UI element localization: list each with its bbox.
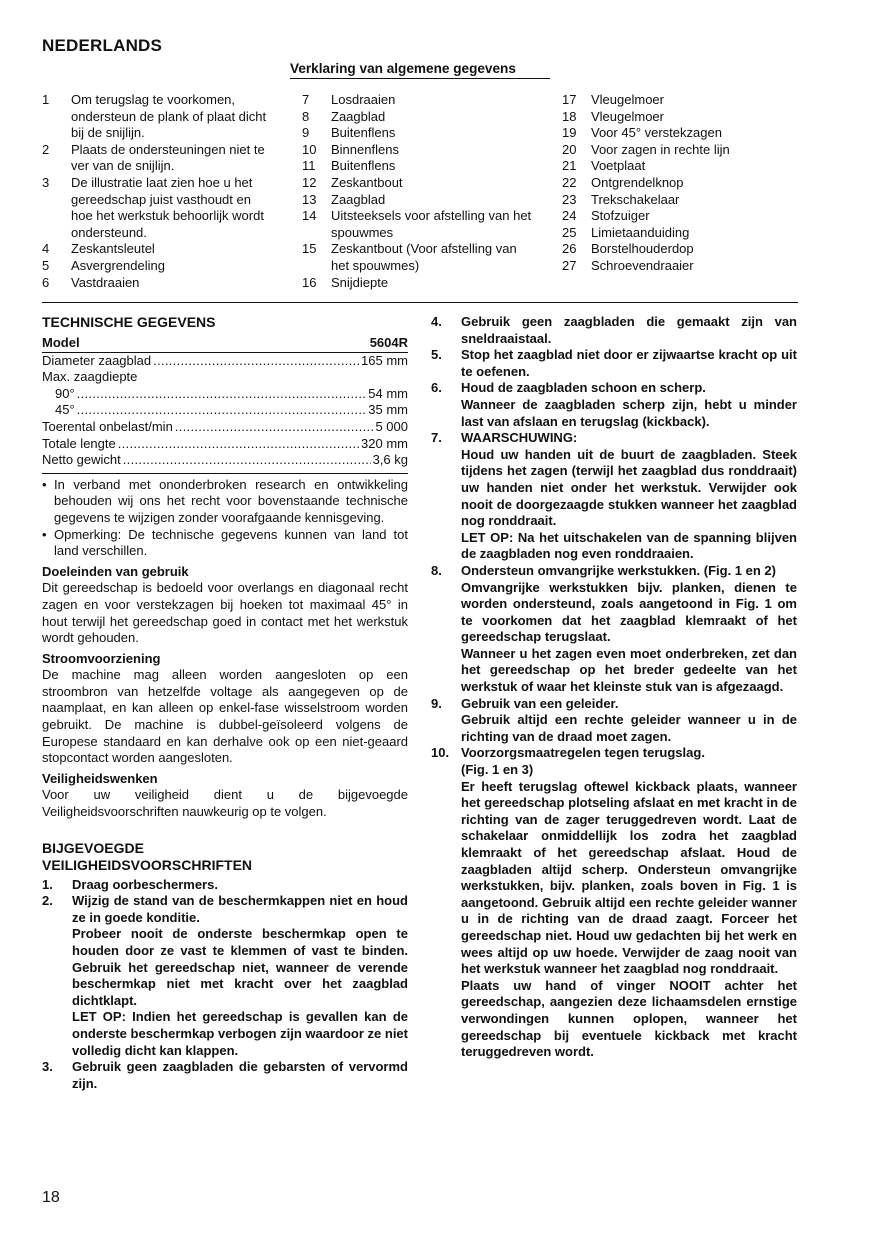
legend-item-text: Zeskantbout (Voor afstelling van het spouwmes) <box>331 241 517 273</box>
legend-item-number: 2 <box>42 141 50 157</box>
spec-depth-45: 45° ..... 35 mm <box>42 402 408 419</box>
left-column <box>42 314 408 1092</box>
legend-item <box>562 225 798 242</box>
legend-item <box>302 92 538 109</box>
legend-item-text: Schroevendraaier <box>591 257 694 273</box>
spec-depth-label: Max. zaagdiepte <box>42 369 138 385</box>
safety-rule <box>42 1059 408 1092</box>
safety-rule-number: 2. <box>42 893 53 909</box>
spec-depth-90: 90° ..... 54 mm <box>42 386 408 403</box>
legend-item-text: Voor zagen in rechte lijn <box>591 141 730 157</box>
legend-item-number: 22 <box>562 174 577 190</box>
safety-rule-text: Wijzig de stand van de beschermkappen niet en houd ze in goede konditie. Probeer nooit de onderste beschermkap open te houden door ze vast te klemmen of vast te binden. Gebruik het gereedschap niet, wanneer de verende beschermkap niet met kracht over het zaagblad dichtklapt. LET OP: Indien het gereedschap is gevallen kan de onderste beschermkap verbogen zijn waardoor ze niet volledig dicht kan klappen. <box>72 893 408 1058</box>
declaration-title: Verklaring van algemene gegevens <box>290 61 516 76</box>
model-label: Model <box>42 335 80 350</box>
legend-item-text: Borstelhouderdop <box>591 241 694 257</box>
legend-item-text: Zaagblad <box>331 108 386 124</box>
legend-item <box>302 175 538 192</box>
safety-rule <box>431 745 797 1060</box>
legend-column-3 <box>562 92 798 275</box>
spec-length: Totale lengte ..... 320 mm <box>42 436 408 453</box>
safety-rule <box>42 877 408 894</box>
legend-item <box>562 258 798 275</box>
spec-note: • Opmerking: De technische gegevens kunnen van land tot land verschillen. <box>42 526 408 559</box>
right-column <box>431 314 797 1061</box>
safety-rule-text: Gebruik geen zaagbladen die gemaakt zijn van sneldraaistaal. <box>461 314 797 346</box>
safety-rule-text: Draag oorbeschermers. <box>72 876 218 892</box>
legend-item <box>302 241 538 274</box>
safety-rule-text: Gebruik van een geleider. Gebruik altijd een rechte geleider wanneer u in de richting van de draad moet zagen. <box>461 695 797 744</box>
specs-model-row <box>42 335 408 353</box>
safety-rule-number: 1. <box>42 876 53 892</box>
specs-bottom-rule <box>42 473 408 474</box>
safety-rule-text: Stop het zaagblad niet door er zijwaartse kracht op uit te oefenen. <box>461 347 797 379</box>
legend-item <box>562 142 798 159</box>
safety-tips-title: Veiligheidswenken <box>42 770 158 786</box>
safety-tips-text: Voor uw veiligheid dient u de bijgevoegde Veiligheidsvoorschriften nauwkeurig op te volgen. <box>42 787 408 820</box>
legend-item <box>562 92 798 109</box>
safety-rule <box>431 380 797 430</box>
legend-item <box>302 125 538 142</box>
specs-title: TECHNISCHE GEGEVENS <box>42 314 216 330</box>
legend-item-number: 20 <box>562 141 577 157</box>
legend-item <box>302 192 538 209</box>
legend-item <box>562 208 798 225</box>
safety-rule-number: 4. <box>431 314 442 329</box>
legend-item-text: Uitsteeksels voor afstelling van het spouwmes <box>331 208 532 240</box>
legend-item <box>302 275 538 292</box>
language-heading: NEDERLANDS <box>42 36 163 55</box>
legend-item-number: 4 <box>42 241 50 257</box>
legend-item-number: 6 <box>42 274 50 290</box>
legend-item <box>42 275 274 292</box>
rules-list-left <box>42 877 408 1093</box>
legend-column-2 <box>302 92 538 291</box>
safety-rule-number: 10. <box>431 745 450 761</box>
legend-item-text: Trekschakelaar <box>591 191 680 207</box>
legend-item-number: 3 <box>42 174 50 190</box>
legend-item-number: 21 <box>562 158 577 174</box>
use-text: Dit gereedschap is bedoeld voor overlangs en diagonaal recht zagen en voor verstekzagen bij hoeken tot maximaal 45° in hout terwijl het gereedschap goed in contact met het werkstuk wordt gehouden. <box>42 580 408 646</box>
spec-weight: Netto gewicht ..... 3,6 kg <box>42 452 408 469</box>
safety-rule-number: 6. <box>431 380 442 396</box>
safety-rule <box>431 347 797 380</box>
legend-item <box>302 208 538 241</box>
declaration-underline <box>290 78 550 79</box>
safety-rule-text: Gebruik geen zaagbladen die gebarsten of vervormd zijn. <box>72 1059 408 1091</box>
legend-item-text: Ontgrendelknop <box>591 174 684 190</box>
safety-rule <box>431 430 797 563</box>
safety-rule <box>431 314 797 347</box>
legend-item-number: 1 <box>42 92 50 107</box>
legend-item-text: Asvergrendeling <box>71 257 165 273</box>
legend-item-number: 26 <box>562 241 577 257</box>
safety-rule <box>431 696 797 746</box>
legend-item <box>42 92 274 142</box>
safety-rule-text: Voorzorgsmaatregelen tegen terugslag. (Fig. 1 en 3) Er heeft terugslag oftewel kickback plaats, wanneer het gereedschap plotseling afslaat en met kracht in de richting van de zager teruggedreven wordt. Laat de schakelaar onmiddellijk los zodra het zaagblad klemraakt of het gereedschap afslaat. Houd de zaagbladen altijd scherp. Ondersteun omvangrijke werkstukken, bijv. planken, zoals boven in Fig. 1 is aangetoond. Gebruik altijd een rechte geleider wanner u in de richting van de draad zaagt. Forceer het gereedschap niet. Houd uw gedachten bij het werk en wees altijd op uw hoede. Verwijder de zaag nooit van het werkstuk wanneer het zaagblad nog ronddraait. Plaats uw hand of vinger NOOIT achter het gereedschap, aangezien deze lichaamsdelen ernstige verwondingen kunnen oplopen, wanneer het gereedschap bij eventuele kickback met kracht teruggedreven wordt. <box>461 745 797 1060</box>
legend-item-text: Vleugelmoer <box>591 92 664 107</box>
legend-item-text: Limietaanduiding <box>591 224 690 240</box>
legend-item-number: 15 <box>302 241 317 257</box>
legend-item-number: 9 <box>302 125 310 141</box>
legend-item-number: 24 <box>562 208 577 224</box>
section-divider <box>42 302 798 303</box>
spec-note: • In verband met ononderbroken research en ontwikkeling behouden wij ons het recht voor bovenstaande technische gegevens te wijzigen zonder voorafgaande kennisgeving. <box>42 476 408 525</box>
legend-item <box>562 241 798 258</box>
legend-item-number: 8 <box>302 108 310 124</box>
safety-rule-number: 9. <box>431 695 442 711</box>
legend-item-number: 12 <box>302 174 317 190</box>
page-number: 18 <box>42 1189 60 1206</box>
legend-item-number: 18 <box>562 108 577 124</box>
legend-item-number: 7 <box>302 92 310 107</box>
safety-rule-number: 8. <box>431 562 442 578</box>
legend-item-text: Zaagblad <box>331 191 386 207</box>
legend-item-text: Stofzuiger <box>591 208 650 224</box>
spec-diameter: Diameter zaagblad ..... 165 mm <box>42 353 408 370</box>
legend-item-number: 13 <box>302 191 317 207</box>
legend-item-text: Binnenflens <box>331 141 399 157</box>
legend-item-number: 5 <box>42 257 50 273</box>
legend-item-number: 27 <box>562 257 577 273</box>
rules-title: BIJGEVOEGDE VEILIGHEIDSVOORSCHRIFTEN <box>42 839 253 873</box>
legend-item <box>562 192 798 209</box>
legend-item-text: Voor 45° verstekzagen <box>591 125 722 141</box>
legend-item-number: 25 <box>562 224 577 240</box>
model-value: 5604R <box>369 335 408 350</box>
legend-item <box>562 158 798 175</box>
legend-item <box>42 258 274 275</box>
legend-item <box>302 158 538 175</box>
legend-item-number: 10 <box>302 141 317 157</box>
legend-item <box>562 175 798 192</box>
rules-list-right <box>431 314 797 1061</box>
legend-item-number: 19 <box>562 125 577 141</box>
legend-item-text: Plaats de ondersteuningen niet te ver van de snijlijn. <box>71 141 265 174</box>
legend-item <box>562 109 798 126</box>
legend-item-number: 11 <box>302 158 316 174</box>
legend-item-text: Buitenflens <box>331 125 396 141</box>
legend-column-1 <box>42 92 274 291</box>
safety-rule-text: WAARSCHUWING: Houd uw handen uit de buurt de zaagbladen. Steek tijdens het zagen (terwijl het zaagblad dus ronddraait) uw handen niet onder het werkstuk. Verwijder ook nooit de doorgezaagde stukken wanneer het zaagblad nog ronddraait. LET OP: Na het uitschakelen van de spanning blijven de zaagbladen nog even ronddraaien. <box>461 430 797 562</box>
legend-item-text: Vastdraaien <box>71 274 140 290</box>
legend-item-text: Zeskantbout <box>331 174 403 190</box>
legend-item <box>42 241 274 258</box>
legend-item <box>42 142 274 175</box>
safety-rule-number: 3. <box>42 1059 53 1075</box>
legend-item-text: Om terugslag te voorkomen, ondersteun de plank of plaat dicht bij de snijlijn. <box>71 92 267 141</box>
use-title: Doeleinden van gebruik <box>42 563 189 579</box>
legend-item-text: Snijdiepte <box>331 274 389 290</box>
legend-item <box>562 125 798 142</box>
legend-item-number: 14 <box>302 208 317 224</box>
safety-rule-number: 5. <box>431 347 442 363</box>
power-title: Stroomvoorziening <box>42 650 161 666</box>
safety-rule-text: Ondersteun omvangrijke werkstukken. (Fig. 1 en 2) Omvangrijke werkstukken bijv. planken, dienen te worden ondersteund, zoals aangetoond in Fig. 1 om te voorkomen dat het zaagblad klemraakt of het gereedschap terugslaat. Wanneer u het zagen even moet onderbreken, zet dan het gereedschap op het breder gedeelte van het werkstuk of waar het kleinste stuk van is afgezaagd. <box>461 562 797 695</box>
legend-item-number: 16 <box>302 274 317 290</box>
safety-rule <box>42 893 408 1059</box>
legend-item-text: Losdraaien <box>331 92 396 107</box>
safety-rule <box>431 563 797 696</box>
legend-item-number: 17 <box>562 92 577 107</box>
legend-item-number: 23 <box>562 191 577 207</box>
legend-item-text: Vleugelmoer <box>591 108 664 124</box>
legend-item-text: Buitenflens <box>331 158 396 174</box>
spec-speed: Toerental onbelast/min ..... 5 000 <box>42 419 408 436</box>
legend-item <box>302 109 538 126</box>
legend-item-text: Zeskantsleutel <box>71 241 155 257</box>
safety-rule-text: Houd de zaagbladen schoon en scherp. Wanneer de zaagbladen scherp zijn, hebt u minder last van afslaan en terugslag (kickback). <box>461 380 797 429</box>
legend-item-text: De illustratie laat zien hoe u het gereedschap juist vasthoudt en hoe het werkstuk behoorlijk wordt ondersteund. <box>71 174 264 240</box>
legend-item-text: Voetplaat <box>591 158 646 174</box>
legend-item <box>42 175 274 241</box>
safety-rule-number: 7. <box>431 430 442 446</box>
power-text: De machine mag alleen worden aangesloten op een stroombron van hetzelfde voltage als aangegeven op de naamplaat, en kan alleen op enkel-fase wisselstroom worden gebruikt. De machine is dubbel-geïsoleerd volgens de Europese standaard en kan derhalve ook op een niet-geaard stopcontact worden aangesloten. <box>42 667 408 766</box>
legend-item <box>302 142 538 159</box>
